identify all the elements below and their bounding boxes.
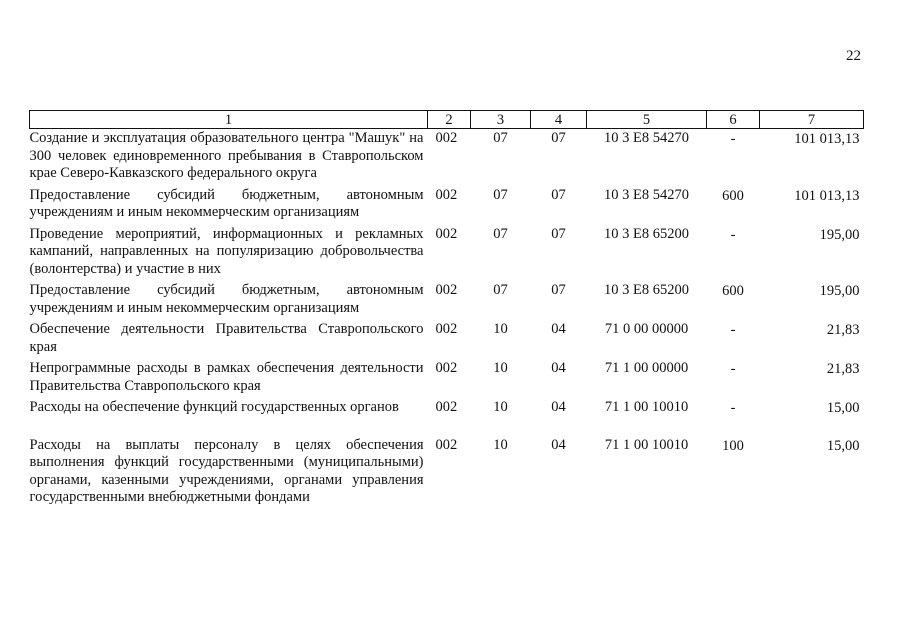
row-subsection: 04 <box>551 321 566 337</box>
table-row <box>30 186 864 225</box>
row-amount: 101 013,13 <box>794 131 860 147</box>
row-target-article: 10 3 Е8 65200 <box>604 225 689 242</box>
row-name: Непрограммные расходы в рамках обеспечения деятельности Правительства Ставропольского края <box>29 360 424 394</box>
column-header-5: 5 <box>587 111 707 129</box>
row-target-article: 10 3 Е8 54270 <box>604 130 689 146</box>
row-target-article: 10 3 Е8 65200 <box>604 282 689 298</box>
column-header-3: 3 <box>471 111 531 129</box>
row-ministry: 002 <box>435 399 458 415</box>
row-name: Предоставление субсидий бюджетным, автономным учреждениям и иным некоммерческим организациям <box>29 186 424 220</box>
page-number: 22 <box>846 48 861 64</box>
row-target-article: 71 1 00 10010 <box>604 399 689 415</box>
row-ministry: 002 <box>435 186 458 203</box>
row-target-article: 71 1 00 10010 <box>604 436 689 453</box>
table-row <box>30 359 864 398</box>
table-row <box>30 398 864 418</box>
row-expense-type: - <box>730 400 736 416</box>
row-section: 10 <box>493 436 508 453</box>
table-row <box>30 225 864 282</box>
table-row <box>30 320 864 359</box>
column-header-1: 1 <box>30 111 428 129</box>
column-header-7: 7 <box>760 111 864 129</box>
row-amount: 101 013,13 <box>794 187 860 204</box>
row-expense-type: - <box>730 226 736 243</box>
row-expense-type: 600 <box>722 187 744 204</box>
row-expense-type: 100 <box>722 437 744 454</box>
row-subsection: 07 <box>551 186 566 203</box>
row-section: 07 <box>493 282 508 298</box>
row-section: 07 <box>493 186 508 203</box>
row-ministry: 002 <box>435 436 458 453</box>
row-ministry: 002 <box>435 321 458 337</box>
row-ministry: 002 <box>435 130 458 146</box>
row-section: 07 <box>493 130 508 146</box>
table-row <box>30 129 864 186</box>
row-name: Обеспечение деятельности Правительства Ставропольского края <box>29 321 424 355</box>
table-row <box>30 281 864 320</box>
row-subsection: 07 <box>551 225 566 242</box>
row-amount: 195,00 <box>819 283 860 299</box>
column-header-2: 2 <box>428 111 471 129</box>
row-target-article: 71 0 00 00000 <box>604 321 689 337</box>
row-name: Расходы на обеспечение функций государственных органов <box>29 399 399 415</box>
row-amount: 15,00 <box>826 400 860 416</box>
row-subsection: 04 <box>551 436 566 453</box>
row-section: 10 <box>493 399 508 415</box>
row-name: Проведение мероприятий, информационных и рекламных кампаний, направленных на популяризацию добровольчества (волонтерства) и участие в них <box>29 225 424 277</box>
row-expense-type: - <box>730 131 736 147</box>
row-ministry: 002 <box>435 282 458 298</box>
row-amount: 15,00 <box>826 437 860 454</box>
row-target-article: 71 1 00 00000 <box>604 360 689 376</box>
table-spacer-row <box>30 418 864 436</box>
row-expense-type: - <box>730 322 736 338</box>
row-section: 10 <box>493 321 508 337</box>
row-expense-type: - <box>730 361 736 377</box>
row-name: Расходы на выплаты персоналу в целях обеспечения выполнения функций государственными (муниципальными) органами, казенными учреждениями, органами управления государственными внебюджетными фондами <box>29 436 424 505</box>
row-ministry: 002 <box>435 225 458 242</box>
row-name: Создание и эксплуатация образовательного центра "Машук" на 300 человек единовременного пребывания в Ставропольском крае Северо-Кавказского федерального округа <box>29 130 424 181</box>
row-subsection: 04 <box>551 360 566 376</box>
column-header-6: 6 <box>707 111 760 129</box>
row-amount: 21,83 <box>826 361 860 377</box>
table-header-row <box>30 111 864 129</box>
row-subsection: 07 <box>551 130 566 146</box>
row-section: 07 <box>493 225 508 242</box>
row-expense-type: 600 <box>722 283 744 299</box>
row-name: Предоставление субсидий бюджетным, автономным учреждениям и иным некоммерческим организациям <box>29 282 424 316</box>
row-target-article: 10 3 Е8 54270 <box>604 186 689 203</box>
row-section: 10 <box>493 360 508 376</box>
row-subsection: 04 <box>551 399 566 415</box>
row-amount: 21,83 <box>826 322 860 338</box>
row-ministry: 002 <box>435 360 458 376</box>
budget-table <box>29 110 864 507</box>
row-subsection: 07 <box>551 282 566 298</box>
table-row <box>30 436 864 507</box>
column-header-4: 4 <box>531 111 587 129</box>
row-amount: 195,00 <box>819 226 860 243</box>
